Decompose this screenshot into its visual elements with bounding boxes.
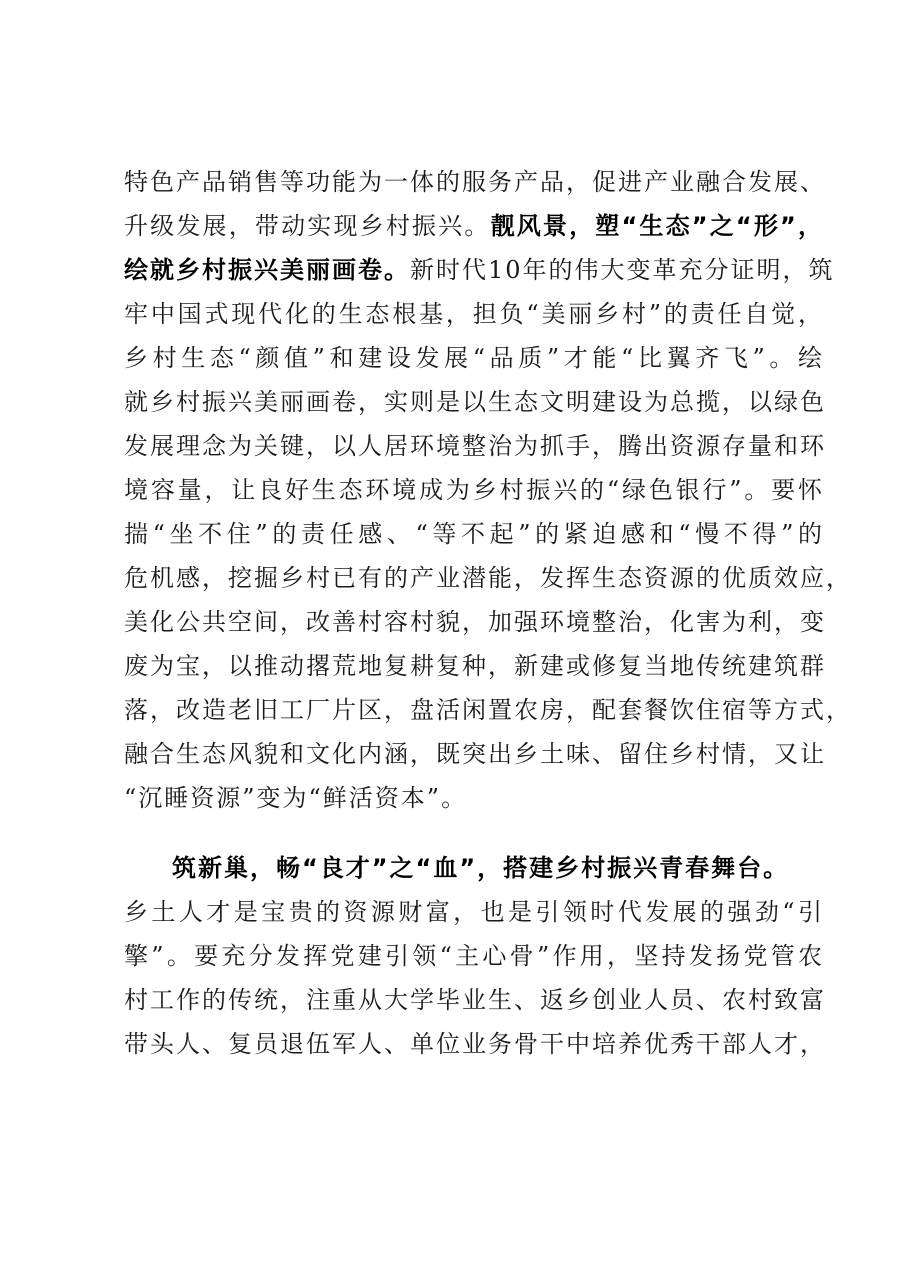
text-line: [124, 292, 824, 336]
text-run: 村工作的传统，注重从大学毕业生、返乡创业人员、农村致富: [124, 986, 826, 1014]
text-line: [124, 380, 824, 424]
text-line: [124, 732, 824, 776]
text-line: [124, 1022, 824, 1066]
text-line: [124, 688, 852, 732]
text-line: [124, 600, 824, 644]
bold-heading-run: 筑新巢，畅“良才”之“血”，搭建乡村振兴青春舞台。: [172, 854, 790, 882]
text-run: 废为宝，以推动撂荒地复耕复种，新建或修复当地传统建筑群: [124, 652, 826, 680]
text-line: [124, 204, 824, 248]
text-run: 擎”。要充分发挥党建引领“主心骨”作用，坚持发扬党管农: [124, 942, 824, 970]
text-line: [124, 468, 824, 512]
text-run: 危机感，挖掘乡村已有的产业潜能，发挥生态资源的优质效应，: [124, 564, 852, 592]
text-line: [124, 424, 824, 468]
text-run: 境容量，让良好生态环境成为乡村振兴的“绿色银行”。要怀: [124, 476, 824, 504]
text-run: 特色产品销售等功能为一体的服务产品，促进产业融合发展、: [124, 168, 826, 196]
paragraph-talent: [124, 846, 824, 1066]
text-run: 乡土人才是宝贵的资源财富，也是引领时代发展的强劲“引: [124, 898, 824, 926]
text-line: [124, 890, 824, 934]
text-run: 美化公共空间，改善村容村貌，加强环境整治，化害为利，变: [124, 608, 826, 636]
text-run: 新时代10年的伟大变革充分证明，筑: [410, 256, 835, 284]
text-run: 乡村生态“颜值”和建设发展“品质”才能“比翼齐飞”。绘: [124, 344, 824, 372]
text-line: [124, 644, 824, 688]
text-line: [124, 776, 824, 820]
text-run: 带头人、复员退伍军人、单位业务骨干中培养优秀干部人才，: [124, 1030, 826, 1058]
text-run: “沉睡资源”变为“鲜活资本”。: [124, 784, 468, 812]
text-line: [124, 846, 824, 890]
text-run: 升级发展，带动实现乡村振兴。: [124, 212, 491, 240]
text-line: [124, 160, 824, 204]
bold-heading-run: 靓风景，塑“生态”之“形”，: [490, 212, 825, 240]
text-line: [124, 336, 824, 380]
text-run: 牢中国式现代化的生态根基，担负“美丽乡村”的责任自觉，: [124, 300, 824, 328]
text-line: [124, 934, 824, 978]
paragraph-ecology: [124, 160, 852, 820]
text-line: [124, 978, 824, 1022]
text-run: 揣“坐不住”的责任感、“等不起”的紧迫感和“慢不得”的: [124, 520, 824, 548]
text-run: 就乡村振兴美丽画卷，实则是以生态文明建设为总揽，以绿色: [124, 388, 826, 416]
bold-heading-run: 绘就乡村振兴美丽画卷。: [124, 256, 410, 284]
text-line: [124, 512, 824, 556]
text-run: 落，改造老旧工厂片区，盘活闲置农房，配套餐饮住宿等方式，: [124, 696, 852, 724]
text-line: [124, 248, 835, 292]
text-run: 融合生态风貌和文化内涵，既突出乡土味、留住乡村情，又让: [124, 740, 826, 768]
text-run: 发展理念为关键，以人居环境整治为抓手，腾出资源存量和环: [124, 432, 826, 460]
text-line: [124, 556, 852, 600]
